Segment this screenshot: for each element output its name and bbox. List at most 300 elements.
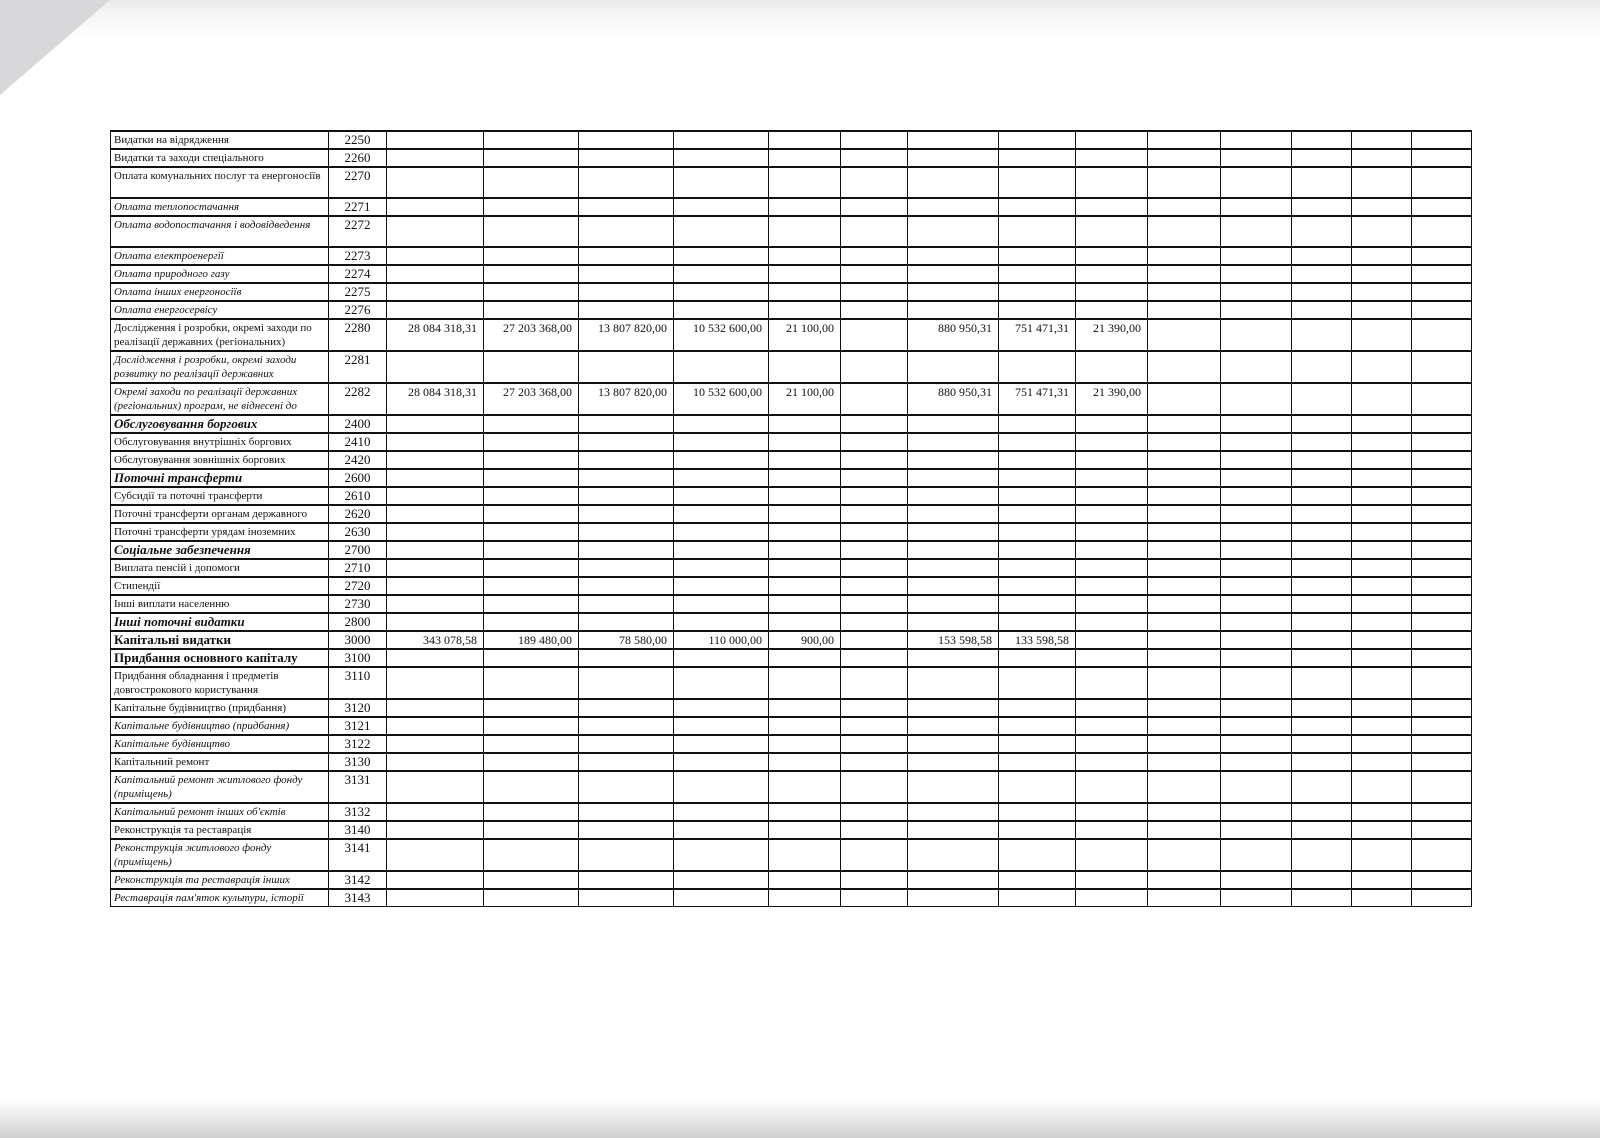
value-cell xyxy=(1352,889,1412,907)
value-cell xyxy=(387,595,484,613)
value-cell xyxy=(1352,383,1412,415)
value-cell xyxy=(674,559,769,577)
value-cell xyxy=(769,771,841,803)
value-cell xyxy=(908,301,999,319)
value-cell xyxy=(1292,167,1352,198)
value-cell xyxy=(908,577,999,595)
value-cell xyxy=(1221,433,1292,451)
value-cell xyxy=(841,247,908,265)
value-cell xyxy=(1221,889,1292,907)
value-cell xyxy=(1148,613,1221,631)
value-cell xyxy=(999,265,1076,283)
value-cell xyxy=(999,559,1076,577)
value-cell xyxy=(674,131,769,149)
value-cell xyxy=(1292,149,1352,167)
value-cell xyxy=(1292,649,1352,667)
value-cell xyxy=(1352,717,1412,735)
value-cell xyxy=(769,433,841,451)
row-name-cell: Придбання обладнання і предметів довгострокового користування xyxy=(111,667,329,699)
value-cell xyxy=(999,839,1076,871)
value-cell xyxy=(1352,131,1412,149)
value-cell xyxy=(1292,319,1352,351)
row-name-cell: Стипендії xyxy=(111,577,329,595)
value-cell xyxy=(1076,821,1148,839)
row-name-cell: Оплата теплопостачання xyxy=(111,198,329,216)
table-row xyxy=(111,699,1472,717)
value-cell xyxy=(1352,283,1412,301)
value-cell xyxy=(908,753,999,771)
value-cell xyxy=(1221,649,1292,667)
value-cell xyxy=(1352,771,1412,803)
row-name-cell: Соціальне забезпечення xyxy=(111,541,329,559)
value-cell xyxy=(841,351,908,383)
value-cell xyxy=(579,771,674,803)
value-cell xyxy=(1412,577,1472,595)
value-cell xyxy=(1352,631,1412,649)
value-cell xyxy=(841,871,908,889)
value-cell xyxy=(1292,667,1352,699)
value-cell xyxy=(674,247,769,265)
value-cell xyxy=(674,821,769,839)
row-name-cell: Реставрація пам'яток культури, історії xyxy=(111,889,329,907)
value-cell xyxy=(908,649,999,667)
value-cell xyxy=(1352,167,1412,198)
value-cell xyxy=(1221,595,1292,613)
value-cell xyxy=(1221,469,1292,487)
value-cell xyxy=(387,167,484,198)
value-cell xyxy=(908,487,999,505)
value-cell xyxy=(1221,667,1292,699)
value-cell xyxy=(579,889,674,907)
value-cell xyxy=(387,301,484,319)
value-cell: 751 471,31 xyxy=(999,319,1076,351)
value-cell xyxy=(674,149,769,167)
value-cell xyxy=(484,523,579,541)
value-cell xyxy=(387,839,484,871)
row-code-cell: 2270 xyxy=(329,167,387,198)
value-cell xyxy=(999,577,1076,595)
value-cell xyxy=(769,735,841,753)
value-cell xyxy=(1148,469,1221,487)
row-code-cell: 2730 xyxy=(329,595,387,613)
value-cell xyxy=(908,149,999,167)
value-cell xyxy=(1148,667,1221,699)
value-cell xyxy=(674,735,769,753)
row-name-cell: Реконструкція та реставрація xyxy=(111,821,329,839)
value-cell xyxy=(387,667,484,699)
row-name-cell: Капітальне будівництво (придбання) xyxy=(111,699,329,717)
row-code-cell: 3100 xyxy=(329,649,387,667)
value-cell xyxy=(1352,839,1412,871)
row-code-cell: 2400 xyxy=(329,415,387,433)
value-cell xyxy=(841,577,908,595)
row-code-cell: 3131 xyxy=(329,771,387,803)
value-cell xyxy=(1292,871,1352,889)
value-cell xyxy=(387,149,484,167)
value-cell xyxy=(1412,839,1472,871)
value-cell xyxy=(908,871,999,889)
value-cell xyxy=(674,523,769,541)
value-cell xyxy=(1221,487,1292,505)
value-cell xyxy=(1221,871,1292,889)
value-cell xyxy=(1292,451,1352,469)
value-cell xyxy=(1076,771,1148,803)
value-cell xyxy=(1352,735,1412,753)
value-cell xyxy=(1352,577,1412,595)
value-cell xyxy=(769,415,841,433)
value-cell xyxy=(579,505,674,523)
value-cell xyxy=(1292,631,1352,649)
value-cell xyxy=(484,265,579,283)
value-cell xyxy=(1412,487,1472,505)
row-code-cell: 3121 xyxy=(329,717,387,735)
value-cell xyxy=(1148,198,1221,216)
value-cell xyxy=(1076,247,1148,265)
value-cell xyxy=(908,735,999,753)
value-cell xyxy=(387,216,484,247)
value-cell xyxy=(841,149,908,167)
value-cell xyxy=(841,717,908,735)
value-cell xyxy=(1352,505,1412,523)
value-cell xyxy=(908,889,999,907)
table-row xyxy=(111,247,1472,265)
row-code-cell: 3143 xyxy=(329,889,387,907)
value-cell xyxy=(908,265,999,283)
value-cell xyxy=(841,699,908,717)
value-cell: 343 078,58 xyxy=(387,631,484,649)
value-cell xyxy=(579,301,674,319)
value-cell xyxy=(841,505,908,523)
value-cell xyxy=(999,803,1076,821)
value-cell xyxy=(1292,523,1352,541)
value-cell xyxy=(1076,487,1148,505)
value-cell xyxy=(999,889,1076,907)
value-cell xyxy=(908,469,999,487)
value-cell xyxy=(1148,149,1221,167)
value-cell xyxy=(1412,283,1472,301)
table-row xyxy=(111,131,1472,149)
table-row xyxy=(111,265,1472,283)
value-cell xyxy=(999,167,1076,198)
value-cell xyxy=(1412,523,1472,541)
value-cell xyxy=(999,595,1076,613)
value-cell xyxy=(1221,167,1292,198)
row-code-cell: 2410 xyxy=(329,433,387,451)
value-cell xyxy=(387,198,484,216)
table-row xyxy=(111,577,1472,595)
value-cell xyxy=(908,247,999,265)
value-cell xyxy=(484,487,579,505)
value-cell xyxy=(579,667,674,699)
row-code-cell: 2260 xyxy=(329,149,387,167)
value-cell xyxy=(1076,735,1148,753)
value-cell xyxy=(1292,487,1352,505)
value-cell xyxy=(1292,771,1352,803)
value-cell xyxy=(841,469,908,487)
table-row xyxy=(111,595,1472,613)
value-cell xyxy=(674,889,769,907)
value-cell xyxy=(908,451,999,469)
value-cell xyxy=(1221,821,1292,839)
row-name-cell: Обслуговування зовнішніх боргових xyxy=(111,451,329,469)
value-cell xyxy=(1352,433,1412,451)
value-cell xyxy=(908,699,999,717)
value-cell xyxy=(1221,631,1292,649)
value-cell xyxy=(1292,839,1352,871)
table-row xyxy=(111,631,1472,649)
value-cell xyxy=(769,871,841,889)
value-cell xyxy=(1076,131,1148,149)
value-cell xyxy=(579,735,674,753)
value-cell xyxy=(484,717,579,735)
row-code-cell: 3141 xyxy=(329,839,387,871)
row-name-cell: Поточні трансферти органам державного xyxy=(111,505,329,523)
value-cell xyxy=(1221,523,1292,541)
value-cell xyxy=(1412,216,1472,247)
value-cell xyxy=(484,149,579,167)
value-cell xyxy=(674,415,769,433)
value-cell xyxy=(579,839,674,871)
value-cell xyxy=(484,699,579,717)
value-cell: 880 950,31 xyxy=(908,383,999,415)
value-cell xyxy=(1352,415,1412,433)
value-cell xyxy=(1352,559,1412,577)
value-cell xyxy=(908,559,999,577)
value-cell xyxy=(579,577,674,595)
table-row xyxy=(111,167,1472,198)
row-name-cell: Оплата інших енергоносіїв xyxy=(111,283,329,301)
row-name-cell: Оплата енергосервісу xyxy=(111,301,329,319)
value-cell xyxy=(484,505,579,523)
value-cell xyxy=(769,717,841,735)
value-cell xyxy=(999,649,1076,667)
row-name-cell: Капітальний ремонт інших об'єктів xyxy=(111,803,329,821)
value-cell xyxy=(1076,889,1148,907)
value-cell xyxy=(841,415,908,433)
value-cell xyxy=(387,415,484,433)
value-cell xyxy=(1292,699,1352,717)
value-cell xyxy=(1076,667,1148,699)
value-cell xyxy=(1412,541,1472,559)
value-cell xyxy=(674,577,769,595)
value-cell xyxy=(999,433,1076,451)
value-cell xyxy=(1221,198,1292,216)
value-cell xyxy=(674,216,769,247)
value-cell xyxy=(387,803,484,821)
value-cell xyxy=(1148,595,1221,613)
value-cell xyxy=(387,613,484,631)
value-cell xyxy=(674,451,769,469)
value-cell xyxy=(841,559,908,577)
value-cell xyxy=(1352,699,1412,717)
value-cell xyxy=(999,301,1076,319)
value-cell xyxy=(1076,523,1148,541)
value-cell xyxy=(674,717,769,735)
value-cell xyxy=(908,595,999,613)
value-cell xyxy=(841,301,908,319)
value-cell xyxy=(387,821,484,839)
value-cell xyxy=(841,771,908,803)
value-cell xyxy=(1292,821,1352,839)
value-cell xyxy=(1076,301,1148,319)
value-cell: 10 532 600,00 xyxy=(674,383,769,415)
value-cell xyxy=(1221,771,1292,803)
value-cell xyxy=(1292,577,1352,595)
table-row xyxy=(111,559,1472,577)
row-name-cell: Дослідження і розробки, окремі заходи розвитку по реалізації державних xyxy=(111,351,329,383)
value-cell xyxy=(1076,265,1148,283)
row-code-cell: 2630 xyxy=(329,523,387,541)
value-cell xyxy=(387,649,484,667)
value-cell xyxy=(1148,839,1221,871)
row-name-cell: Оплата природного газу xyxy=(111,265,329,283)
value-cell xyxy=(1352,649,1412,667)
value-cell xyxy=(579,821,674,839)
value-cell xyxy=(387,541,484,559)
value-cell xyxy=(1292,505,1352,523)
value-cell xyxy=(999,149,1076,167)
value-cell xyxy=(1221,717,1292,735)
row-name-cell: Придбання основного капіталу xyxy=(111,649,329,667)
value-cell: 10 532 600,00 xyxy=(674,319,769,351)
value-cell xyxy=(908,131,999,149)
value-cell xyxy=(1221,541,1292,559)
value-cell xyxy=(674,487,769,505)
value-cell xyxy=(999,283,1076,301)
table-row xyxy=(111,717,1472,735)
value-cell xyxy=(1076,613,1148,631)
value-cell xyxy=(1412,871,1472,889)
value-cell: 21 100,00 xyxy=(769,319,841,351)
value-cell xyxy=(841,649,908,667)
value-cell: 28 084 318,31 xyxy=(387,383,484,415)
value-cell xyxy=(999,216,1076,247)
value-cell xyxy=(769,753,841,771)
value-cell xyxy=(1076,198,1148,216)
value-cell xyxy=(999,451,1076,469)
value-cell xyxy=(484,839,579,871)
table-row xyxy=(111,735,1472,753)
value-cell xyxy=(674,803,769,821)
value-cell xyxy=(1352,451,1412,469)
row-name-cell: Окремі заходи по реалізації державних (регіональних) програм, не віднесені до xyxy=(111,383,329,415)
value-cell xyxy=(769,301,841,319)
value-cell xyxy=(484,351,579,383)
table-row xyxy=(111,149,1472,167)
value-cell xyxy=(1076,351,1148,383)
value-cell xyxy=(674,595,769,613)
value-cell xyxy=(908,667,999,699)
value-cell: 751 471,31 xyxy=(999,383,1076,415)
value-cell xyxy=(1148,433,1221,451)
table-row xyxy=(111,613,1472,631)
value-cell xyxy=(769,265,841,283)
value-cell xyxy=(908,839,999,871)
value-cell: 880 950,31 xyxy=(908,319,999,351)
value-cell xyxy=(908,613,999,631)
value-cell xyxy=(769,451,841,469)
value-cell xyxy=(1221,319,1292,351)
value-cell xyxy=(1292,216,1352,247)
row-name-cell: Реконструкція житлового фонду (приміщень) xyxy=(111,839,329,871)
value-cell xyxy=(387,469,484,487)
row-name-cell: Виплата пенсій і допомоги xyxy=(111,559,329,577)
row-name-cell: Капітальне будівництво xyxy=(111,735,329,753)
value-cell xyxy=(1412,595,1472,613)
value-cell xyxy=(484,871,579,889)
value-cell xyxy=(1292,469,1352,487)
value-cell xyxy=(387,351,484,383)
value-cell xyxy=(1148,871,1221,889)
value-cell xyxy=(484,283,579,301)
value-cell xyxy=(387,283,484,301)
value-cell xyxy=(484,559,579,577)
value-cell xyxy=(1412,351,1472,383)
value-cell xyxy=(387,889,484,907)
value-cell xyxy=(769,541,841,559)
value-cell xyxy=(484,301,579,319)
value-cell xyxy=(1148,559,1221,577)
value-cell xyxy=(1148,889,1221,907)
value-cell xyxy=(1148,451,1221,469)
value-cell xyxy=(579,351,674,383)
value-cell xyxy=(841,265,908,283)
value-cell xyxy=(674,301,769,319)
value-cell xyxy=(1292,433,1352,451)
value-cell xyxy=(1412,559,1472,577)
value-cell xyxy=(1221,131,1292,149)
value-cell xyxy=(1221,577,1292,595)
value-cell xyxy=(999,469,1076,487)
row-name-cell: Інші поточні видатки xyxy=(111,613,329,631)
value-cell xyxy=(579,451,674,469)
row-code-cell: 2610 xyxy=(329,487,387,505)
table-row xyxy=(111,523,1472,541)
value-cell xyxy=(1221,247,1292,265)
value-cell: 21 100,00 xyxy=(769,383,841,415)
value-cell: 21 390,00 xyxy=(1076,319,1148,351)
row-code-cell: 2420 xyxy=(329,451,387,469)
row-code-cell: 3120 xyxy=(329,699,387,717)
value-cell xyxy=(1352,753,1412,771)
value-cell xyxy=(1221,301,1292,319)
table-row xyxy=(111,505,1472,523)
value-cell xyxy=(841,383,908,415)
value-cell xyxy=(769,149,841,167)
value-cell xyxy=(1412,889,1472,907)
value-cell xyxy=(841,839,908,871)
budget-expenditure-table xyxy=(110,130,1472,907)
value-cell xyxy=(1221,613,1292,631)
row-name-cell: Реконструкція та реставрація інших xyxy=(111,871,329,889)
value-cell xyxy=(1221,383,1292,415)
value-cell xyxy=(908,717,999,735)
value-cell xyxy=(579,433,674,451)
value-cell xyxy=(1148,541,1221,559)
value-cell xyxy=(769,595,841,613)
row-code-cell: 3122 xyxy=(329,735,387,753)
value-cell xyxy=(1412,667,1472,699)
value-cell xyxy=(841,216,908,247)
value-cell xyxy=(1352,541,1412,559)
row-code-cell: 2800 xyxy=(329,613,387,631)
value-cell xyxy=(769,649,841,667)
value-cell xyxy=(999,247,1076,265)
value-cell xyxy=(1412,319,1472,351)
value-cell xyxy=(1352,319,1412,351)
value-cell xyxy=(841,451,908,469)
value-cell xyxy=(387,131,484,149)
